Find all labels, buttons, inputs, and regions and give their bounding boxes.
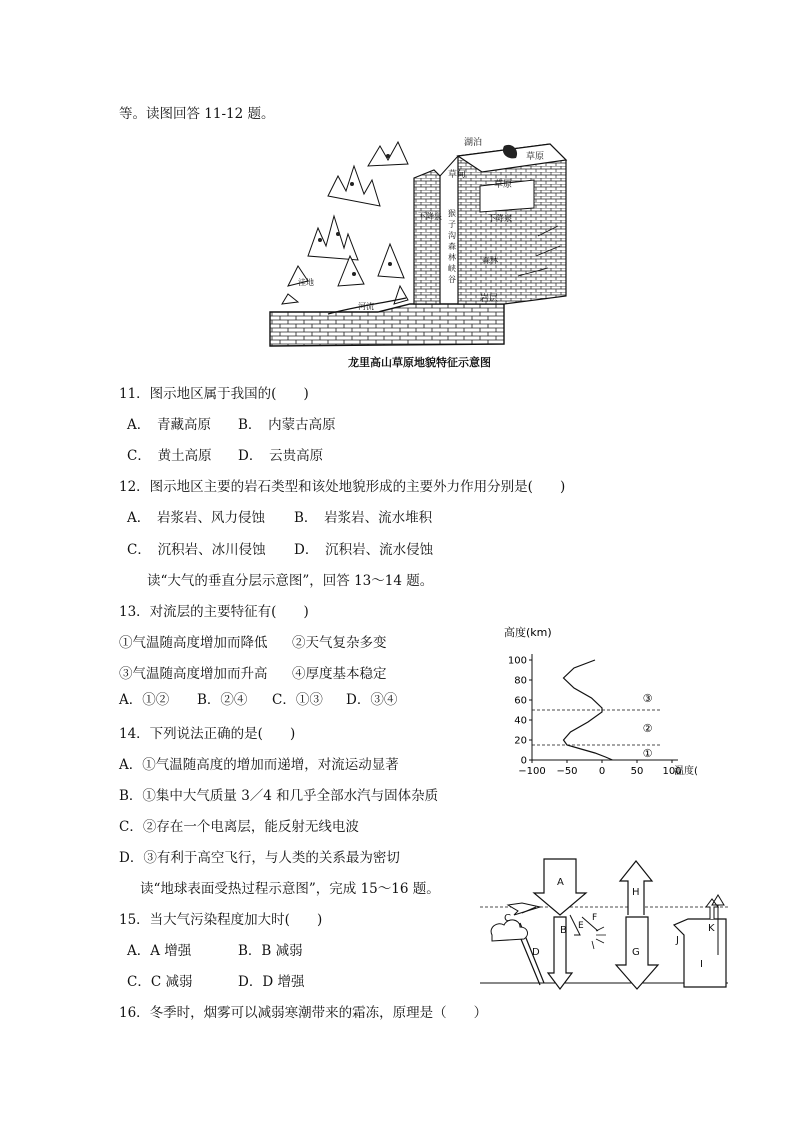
x-tick-label: −50	[556, 766, 578, 777]
label-k: K	[708, 923, 715, 934]
q15-option-a: A．A 增强	[127, 943, 192, 959]
label-b: B	[560, 925, 567, 936]
q12-option-b: B． 岩浆岩、流水堆积	[294, 510, 433, 526]
label-h: H	[632, 887, 640, 898]
chart-ylabel: 高度(km)	[504, 626, 552, 639]
layer-label: ③	[642, 692, 653, 705]
q13-item-3: ③气温随高度增加而升高	[119, 666, 268, 682]
q13-item-1: ①气温随高度增加而降低	[119, 635, 268, 651]
y-tick-label: 80	[514, 675, 527, 687]
intro-15-16: 读“地球表面受热过程示意图”，完成 15～16 题。	[140, 881, 440, 897]
q12-stem: 12．图示地区主要的岩石类型和该处地貌形成的主要外力作用分别是( )	[119, 479, 566, 495]
q15-option-b: B．B 减弱	[238, 943, 303, 959]
label-j: J	[676, 935, 679, 946]
earth-heating-diagram	[478, 855, 730, 991]
y-tick-label: 40	[514, 715, 527, 727]
q14-option-b: B．①集中大气质量 3／4 和几乎全部水汽与固体杂质	[119, 788, 439, 804]
q13-stem: 13．对流层的主要特征有( )	[119, 604, 309, 620]
q11-option-c: C． 黄土高原	[127, 448, 212, 464]
q14-option-c: C．②存在一个电离层，能反射无线电波	[119, 819, 359, 835]
label-lake: 湖泊	[464, 138, 483, 148]
q11-option-a: A． 青藏高原	[127, 417, 211, 433]
q13-option-d: D．③④	[346, 692, 398, 708]
q14-stem: 14．下列说法正确的是( )	[119, 726, 296, 742]
y-tick-label: 100	[507, 655, 527, 667]
intro-13-14: 读“大气的垂直分层示意图”，回答 13～14 题。	[147, 573, 434, 589]
label-g: G	[632, 947, 640, 958]
x-tick-label: 0	[598, 766, 606, 777]
y-tick-label: 0	[520, 755, 527, 767]
label-meadow: 草甸	[448, 170, 467, 180]
layer-label: ②	[642, 722, 653, 735]
label-d: D	[532, 947, 540, 958]
label-spring-right: 下降泉	[488, 214, 512, 223]
q16-stem: 16．冬季时，烟雾可以减弱寒潮带来的霜冻，原理是（ ）	[119, 1005, 488, 1021]
q12-option-a: A． 岩浆岩、风力侵蚀	[127, 510, 265, 526]
y-tick-label: 20	[514, 735, 527, 747]
label-river: 河流	[358, 302, 374, 311]
landform-svg	[268, 136, 574, 372]
q11-option-b: B． 内蒙古高原	[238, 417, 336, 433]
layer-label: ①	[642, 747, 653, 760]
label-gorge: 猴子沟森林峡谷	[448, 209, 456, 284]
q13-item-2: ②天气复杂多变	[292, 635, 387, 651]
label-depression: 洼地	[298, 278, 314, 287]
q15-option-d: D．D 增强	[238, 974, 305, 990]
q11-stem: 11．图示地区属于我国的( )	[119, 386, 309, 402]
q13-option-b: B．②④	[197, 692, 248, 708]
label-forest: 森林	[482, 256, 498, 265]
q15-stem: 15．当大气污染程度加大时( )	[119, 912, 323, 928]
q14-option-a: A．①气温随高度的增加而递增，对流运动显著	[119, 757, 399, 773]
atmosphere-chart	[498, 622, 698, 778]
q11-option-d: D． 云贵高原	[238, 448, 324, 464]
label-e: E	[578, 921, 584, 931]
x-tick-label: 50	[630, 766, 644, 777]
label-spring-left: 下降泉	[418, 212, 442, 221]
label-c: C	[504, 913, 511, 924]
landform-block-diagram	[268, 136, 574, 372]
q15-option-c: C．C 减弱	[127, 974, 193, 990]
q12-option-d: D． 沉积岩、流水侵蚀	[294, 542, 434, 558]
x-tick-label: 100	[662, 766, 682, 777]
q13-option-a: A．①②	[119, 692, 170, 708]
x-tick-label: −100	[518, 766, 546, 777]
q12-option-c: C． 沉积岩、冰川侵蚀	[127, 542, 266, 558]
figure1-caption: 龙里高山草原地貌特征示意图	[348, 356, 491, 369]
atmosphere-chart-svg	[498, 622, 698, 778]
label-rock-layer: 岩层	[480, 294, 499, 304]
label-f: F	[592, 913, 598, 923]
chart-xlabel: 温度(	[674, 766, 698, 777]
label-grassland-mid: 草原	[494, 180, 513, 190]
label-grassland-top: 草原	[526, 152, 545, 162]
earth-heating-svg	[478, 855, 730, 991]
q13-item-4: ④厚度基本稳定	[292, 666, 387, 682]
q13-option-c: C．①③	[272, 692, 323, 708]
q14-option-d: D．③有利于高空飞行，与人类的关系最为密切	[119, 850, 400, 866]
intro-line: 等。读图回答 11-12 题。	[119, 106, 275, 122]
label-a: A	[557, 877, 564, 888]
label-i: I	[700, 959, 703, 970]
y-tick-label: 60	[514, 695, 527, 707]
